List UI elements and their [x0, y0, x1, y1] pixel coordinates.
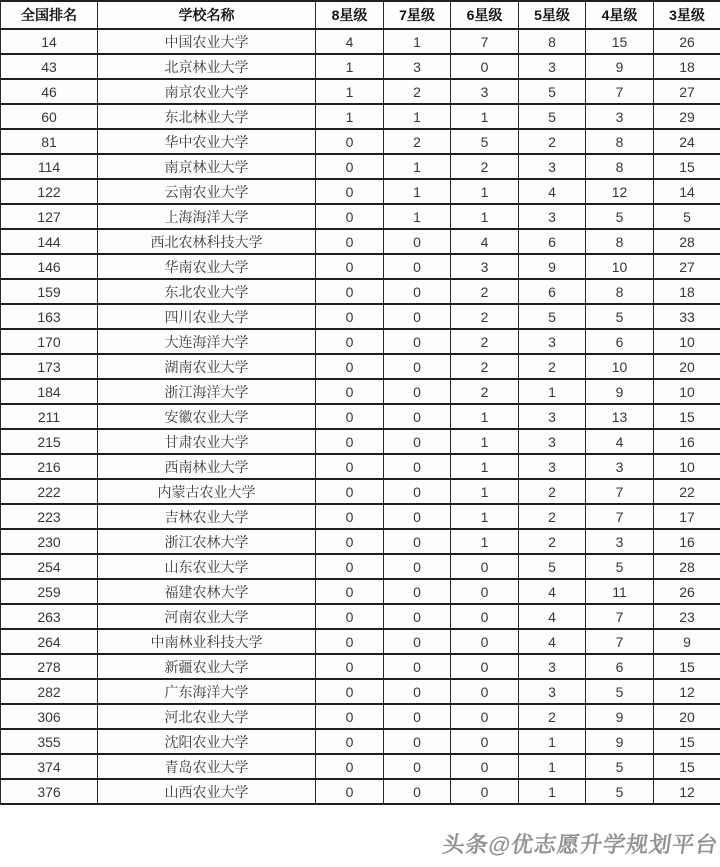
rank-cell: 127 — [1, 204, 98, 229]
rank-cell: 114 — [1, 154, 98, 179]
school-name-cell: 浙江海洋大学 — [98, 379, 316, 404]
school-name-cell: 吉林农业大学 — [98, 504, 316, 529]
school-name-cell: 云南农业大学 — [98, 179, 316, 204]
star3-cell: 5 — [654, 204, 720, 229]
star8-cell: 0 — [316, 404, 384, 429]
star4-cell: 7 — [586, 604, 654, 629]
star4-cell: 8 — [586, 154, 654, 179]
table-row — [1, 179, 720, 204]
star6-cell: 1 — [451, 404, 519, 429]
school-name-cell: 广东海洋大学 — [98, 679, 316, 704]
rank-cell: 374 — [1, 754, 98, 779]
star5-cell: 3 — [519, 429, 586, 454]
star6-cell: 2 — [451, 279, 519, 304]
star5-cell: 9 — [519, 254, 586, 279]
star3-cell: 29 — [654, 104, 720, 129]
star6-cell: 3 — [451, 79, 519, 104]
star5-cell: 1 — [519, 779, 586, 804]
school-name-cell: 西南林业大学 — [98, 454, 316, 479]
star6-cell: 1 — [451, 104, 519, 129]
star6-cell: 2 — [451, 304, 519, 329]
star6-cell: 0 — [451, 779, 519, 804]
star4-cell: 10 — [586, 354, 654, 379]
watermark-text: 头条@优志愿升学规划平台 — [440, 832, 720, 857]
star7-cell: 0 — [384, 604, 451, 629]
school-name-cell: 湖南农业大学 — [98, 354, 316, 379]
star3-cell: 33 — [654, 304, 720, 329]
star4-cell: 7 — [586, 629, 654, 654]
star3-cell: 26 — [654, 579, 720, 604]
star7-cell: 0 — [384, 254, 451, 279]
school-name-cell: 山东农业大学 — [98, 554, 316, 579]
star8-cell: 0 — [316, 754, 384, 779]
star5-cell: 1 — [519, 379, 586, 404]
star3-cell: 18 — [654, 54, 720, 79]
star3-cell: 26 — [654, 29, 720, 54]
star8-cell: 0 — [316, 179, 384, 204]
star8-cell: 0 — [316, 154, 384, 179]
star8-cell: 0 — [316, 379, 384, 404]
table-row — [1, 404, 720, 429]
star5-cell: 2 — [519, 129, 586, 154]
star6-cell: 0 — [451, 54, 519, 79]
rank-cell: 60 — [1, 104, 98, 129]
star7-cell: 0 — [384, 679, 451, 704]
star6-cell: 1 — [451, 429, 519, 454]
star8-cell: 0 — [316, 229, 384, 254]
star7-cell: 1 — [384, 204, 451, 229]
star3-cell: 15 — [654, 754, 720, 779]
star5-cell: 5 — [519, 104, 586, 129]
star3-cell: 23 — [654, 604, 720, 629]
column-header-0: 全国排名 — [1, 1, 98, 29]
school-name-cell: 东北林业大学 — [98, 104, 316, 129]
star8-cell: 0 — [316, 254, 384, 279]
table-row — [1, 79, 720, 104]
star5-cell: 2 — [519, 704, 586, 729]
table-row — [1, 129, 720, 154]
table-row — [1, 329, 720, 354]
star8-cell: 0 — [316, 679, 384, 704]
star5-cell: 1 — [519, 754, 586, 779]
star7-cell: 0 — [384, 229, 451, 254]
star6-cell: 7 — [451, 29, 519, 54]
star7-cell: 0 — [384, 529, 451, 554]
table-row — [1, 654, 720, 679]
star7-cell: 0 — [384, 479, 451, 504]
star3-cell: 17 — [654, 504, 720, 529]
rank-cell: 46 — [1, 79, 98, 104]
star4-cell: 11 — [586, 579, 654, 604]
star3-cell: 28 — [654, 229, 720, 254]
star4-cell: 7 — [586, 479, 654, 504]
star7-cell: 0 — [384, 654, 451, 679]
star8-cell: 0 — [316, 204, 384, 229]
star5-cell: 3 — [519, 654, 586, 679]
school-name-cell: 东北农业大学 — [98, 279, 316, 304]
star6-cell: 1 — [451, 504, 519, 529]
table-row — [1, 429, 720, 454]
star5-cell: 5 — [519, 554, 586, 579]
star5-cell: 1 — [519, 729, 586, 754]
star5-cell: 3 — [519, 54, 586, 79]
star5-cell: 2 — [519, 479, 586, 504]
star4-cell: 12 — [586, 179, 654, 204]
star7-cell: 0 — [384, 579, 451, 604]
star7-cell: 1 — [384, 29, 451, 54]
star5-cell: 5 — [519, 79, 586, 104]
table-row — [1, 554, 720, 579]
star6-cell: 0 — [451, 604, 519, 629]
school-name-cell: 山西农业大学 — [98, 779, 316, 804]
star7-cell: 0 — [384, 329, 451, 354]
school-name-cell: 南京农业大学 — [98, 79, 316, 104]
star6-cell: 1 — [451, 204, 519, 229]
table-row — [1, 704, 720, 729]
star6-cell: 1 — [451, 479, 519, 504]
rank-cell: 278 — [1, 654, 98, 679]
table-row — [1, 154, 720, 179]
star6-cell: 1 — [451, 529, 519, 554]
rank-cell: 81 — [1, 129, 98, 154]
star5-cell: 4 — [519, 604, 586, 629]
star7-cell: 1 — [384, 154, 451, 179]
table-row — [1, 354, 720, 379]
star4-cell: 13 — [586, 404, 654, 429]
rank-cell: 216 — [1, 454, 98, 479]
star4-cell: 9 — [586, 704, 654, 729]
school-name-cell: 北京林业大学 — [98, 54, 316, 79]
star7-cell: 0 — [384, 504, 451, 529]
star5-cell: 6 — [519, 229, 586, 254]
star6-cell: 1 — [451, 179, 519, 204]
rank-cell: 306 — [1, 704, 98, 729]
star7-cell: 0 — [384, 779, 451, 804]
school-name-cell: 南京林业大学 — [98, 154, 316, 179]
table-row — [1, 304, 720, 329]
star5-cell: 4 — [519, 179, 586, 204]
star4-cell: 7 — [586, 79, 654, 104]
school-name-cell: 沈阳农业大学 — [98, 729, 316, 754]
star4-cell: 5 — [586, 554, 654, 579]
star8-cell: 1 — [316, 54, 384, 79]
star4-cell: 15 — [586, 29, 654, 54]
star4-cell: 5 — [586, 304, 654, 329]
star3-cell: 20 — [654, 704, 720, 729]
star7-cell: 0 — [384, 729, 451, 754]
star4-cell: 5 — [586, 679, 654, 704]
star3-cell: 10 — [654, 329, 720, 354]
star8-cell: 0 — [316, 704, 384, 729]
rank-cell: 43 — [1, 54, 98, 79]
star8-cell: 0 — [316, 604, 384, 629]
rank-cell: 223 — [1, 504, 98, 529]
star6-cell: 0 — [451, 654, 519, 679]
rank-cell: 259 — [1, 579, 98, 604]
star4-cell: 8 — [586, 229, 654, 254]
star7-cell: 0 — [384, 554, 451, 579]
star7-cell: 0 — [384, 304, 451, 329]
star5-cell: 6 — [519, 279, 586, 304]
school-name-cell: 华南农业大学 — [98, 254, 316, 279]
star5-cell: 3 — [519, 154, 586, 179]
star4-cell: 7 — [586, 504, 654, 529]
star7-cell: 1 — [384, 104, 451, 129]
star7-cell: 0 — [384, 354, 451, 379]
star5-cell: 4 — [519, 629, 586, 654]
star4-cell: 10 — [586, 254, 654, 279]
table-row — [1, 679, 720, 704]
star6-cell: 2 — [451, 379, 519, 404]
table-row — [1, 454, 720, 479]
table-row — [1, 204, 720, 229]
star4-cell: 5 — [586, 754, 654, 779]
table-row — [1, 504, 720, 529]
star6-cell: 0 — [451, 729, 519, 754]
star7-cell: 0 — [384, 629, 451, 654]
table-row — [1, 479, 720, 504]
star5-cell: 3 — [519, 204, 586, 229]
star6-cell: 0 — [451, 754, 519, 779]
star7-cell: 1 — [384, 179, 451, 204]
rank-cell: 159 — [1, 279, 98, 304]
rank-cell: 14 — [1, 29, 98, 54]
school-name-cell: 浙江农林大学 — [98, 529, 316, 554]
rank-cell: 264 — [1, 629, 98, 654]
star3-cell: 12 — [654, 779, 720, 804]
school-name-cell: 大连海洋大学 — [98, 329, 316, 354]
table-row — [1, 629, 720, 654]
star7-cell: 0 — [384, 279, 451, 304]
star6-cell: 3 — [451, 254, 519, 279]
star5-cell: 5 — [519, 304, 586, 329]
school-name-cell: 安徽农业大学 — [98, 404, 316, 429]
star7-cell: 0 — [384, 404, 451, 429]
rank-cell: 184 — [1, 379, 98, 404]
school-name-cell: 内蒙古农业大学 — [98, 479, 316, 504]
ranking-table-body — [1, 29, 720, 804]
school-name-cell: 上海海洋大学 — [98, 204, 316, 229]
table-row — [1, 729, 720, 754]
star4-cell: 9 — [586, 54, 654, 79]
star5-cell: 3 — [519, 329, 586, 354]
star3-cell: 27 — [654, 254, 720, 279]
star6-cell: 0 — [451, 679, 519, 704]
star7-cell: 0 — [384, 379, 451, 404]
star3-cell: 15 — [654, 654, 720, 679]
column-header-6: 4星级 — [586, 1, 654, 29]
star8-cell: 0 — [316, 554, 384, 579]
school-name-cell: 中南林业科技大学 — [98, 629, 316, 654]
star3-cell: 16 — [654, 429, 720, 454]
column-header-4: 6星级 — [451, 1, 519, 29]
star4-cell: 3 — [586, 529, 654, 554]
table-row — [1, 529, 720, 554]
star8-cell: 0 — [316, 579, 384, 604]
table-row — [1, 379, 720, 404]
star3-cell: 18 — [654, 279, 720, 304]
table-row — [1, 279, 720, 304]
star4-cell: 6 — [586, 654, 654, 679]
column-header-7: 3星级 — [654, 1, 720, 29]
star4-cell: 6 — [586, 329, 654, 354]
rank-cell: 230 — [1, 529, 98, 554]
star8-cell: 0 — [316, 504, 384, 529]
rank-cell: 122 — [1, 179, 98, 204]
column-header-3: 7星级 — [384, 1, 451, 29]
school-name-cell: 福建农林大学 — [98, 579, 316, 604]
star7-cell: 2 — [384, 129, 451, 154]
star5-cell: 3 — [519, 679, 586, 704]
star5-cell: 4 — [519, 579, 586, 604]
rank-cell: 263 — [1, 604, 98, 629]
table-row — [1, 104, 720, 129]
column-header-5: 5星级 — [519, 1, 586, 29]
star4-cell: 3 — [586, 454, 654, 479]
star3-cell: 15 — [654, 404, 720, 429]
star3-cell: 16 — [654, 529, 720, 554]
star7-cell: 0 — [384, 454, 451, 479]
rank-cell: 376 — [1, 779, 98, 804]
school-name-cell: 新疆农业大学 — [98, 654, 316, 679]
rank-cell: 163 — [1, 304, 98, 329]
star3-cell: 10 — [654, 454, 720, 479]
star5-cell: 3 — [519, 404, 586, 429]
star3-cell: 15 — [654, 729, 720, 754]
star6-cell: 0 — [451, 579, 519, 604]
star4-cell: 4 — [586, 429, 654, 454]
star8-cell: 0 — [316, 429, 384, 454]
star6-cell: 2 — [451, 354, 519, 379]
school-name-cell: 河北农业大学 — [98, 704, 316, 729]
rank-cell: 211 — [1, 404, 98, 429]
star3-cell: 28 — [654, 554, 720, 579]
star4-cell: 5 — [586, 204, 654, 229]
star3-cell: 10 — [654, 379, 720, 404]
star8-cell: 0 — [316, 479, 384, 504]
star7-cell: 0 — [384, 429, 451, 454]
table-row — [1, 754, 720, 779]
table-row — [1, 229, 720, 254]
star5-cell: 2 — [519, 504, 586, 529]
rank-cell: 222 — [1, 479, 98, 504]
star8-cell: 0 — [316, 529, 384, 554]
star8-cell: 0 — [316, 454, 384, 479]
star8-cell: 0 — [316, 629, 384, 654]
star6-cell: 4 — [451, 229, 519, 254]
star6-cell: 0 — [451, 629, 519, 654]
rank-cell: 173 — [1, 354, 98, 379]
star8-cell: 0 — [316, 304, 384, 329]
rank-cell: 144 — [1, 229, 98, 254]
star3-cell: 20 — [654, 354, 720, 379]
table-header-row — [1, 1, 720, 29]
rank-cell: 254 — [1, 554, 98, 579]
star3-cell: 14 — [654, 179, 720, 204]
star7-cell: 3 — [384, 54, 451, 79]
star7-cell: 0 — [384, 754, 451, 779]
star4-cell: 8 — [586, 279, 654, 304]
table-row — [1, 779, 720, 804]
star6-cell: 2 — [451, 154, 519, 179]
star6-cell: 2 — [451, 329, 519, 354]
star5-cell: 2 — [519, 529, 586, 554]
star3-cell: 12 — [654, 679, 720, 704]
table-row — [1, 54, 720, 79]
table-row — [1, 254, 720, 279]
star8-cell: 0 — [316, 279, 384, 304]
star5-cell: 3 — [519, 454, 586, 479]
rank-cell: 146 — [1, 254, 98, 279]
rank-cell: 215 — [1, 429, 98, 454]
star8-cell: 0 — [316, 654, 384, 679]
school-name-cell: 西北农林科技大学 — [98, 229, 316, 254]
star8-cell: 0 — [316, 129, 384, 154]
column-header-2: 8星级 — [316, 1, 384, 29]
rank-cell: 170 — [1, 329, 98, 354]
star8-cell: 0 — [316, 329, 384, 354]
star4-cell: 9 — [586, 729, 654, 754]
star4-cell: 9 — [586, 379, 654, 404]
school-name-cell: 华中农业大学 — [98, 129, 316, 154]
star4-cell: 8 — [586, 129, 654, 154]
star3-cell: 9 — [654, 629, 720, 654]
star7-cell: 2 — [384, 79, 451, 104]
star8-cell: 4 — [316, 29, 384, 54]
star3-cell: 24 — [654, 129, 720, 154]
school-name-cell: 中国农业大学 — [98, 29, 316, 54]
rank-cell: 355 — [1, 729, 98, 754]
table-row — [1, 579, 720, 604]
school-name-cell: 甘肃农业大学 — [98, 429, 316, 454]
school-name-cell: 河南农业大学 — [98, 604, 316, 629]
star8-cell: 0 — [316, 354, 384, 379]
star3-cell: 27 — [654, 79, 720, 104]
school-name-cell: 青岛农业大学 — [98, 754, 316, 779]
star3-cell: 22 — [654, 479, 720, 504]
star6-cell: 5 — [451, 129, 519, 154]
table-row — [1, 604, 720, 629]
star6-cell: 0 — [451, 704, 519, 729]
star7-cell: 0 — [384, 704, 451, 729]
star8-cell: 1 — [316, 79, 384, 104]
star3-cell: 15 — [654, 154, 720, 179]
star4-cell: 5 — [586, 779, 654, 804]
star6-cell: 0 — [451, 554, 519, 579]
star5-cell: 2 — [519, 354, 586, 379]
star8-cell: 0 — [316, 779, 384, 804]
star4-cell: 3 — [586, 104, 654, 129]
rank-cell: 282 — [1, 679, 98, 704]
star8-cell: 1 — [316, 104, 384, 129]
star8-cell: 0 — [316, 729, 384, 754]
star6-cell: 1 — [451, 454, 519, 479]
column-header-1: 学校名称 — [98, 1, 316, 29]
star5-cell: 8 — [519, 29, 586, 54]
school-name-cell: 四川农业大学 — [98, 304, 316, 329]
table-row — [1, 29, 720, 54]
